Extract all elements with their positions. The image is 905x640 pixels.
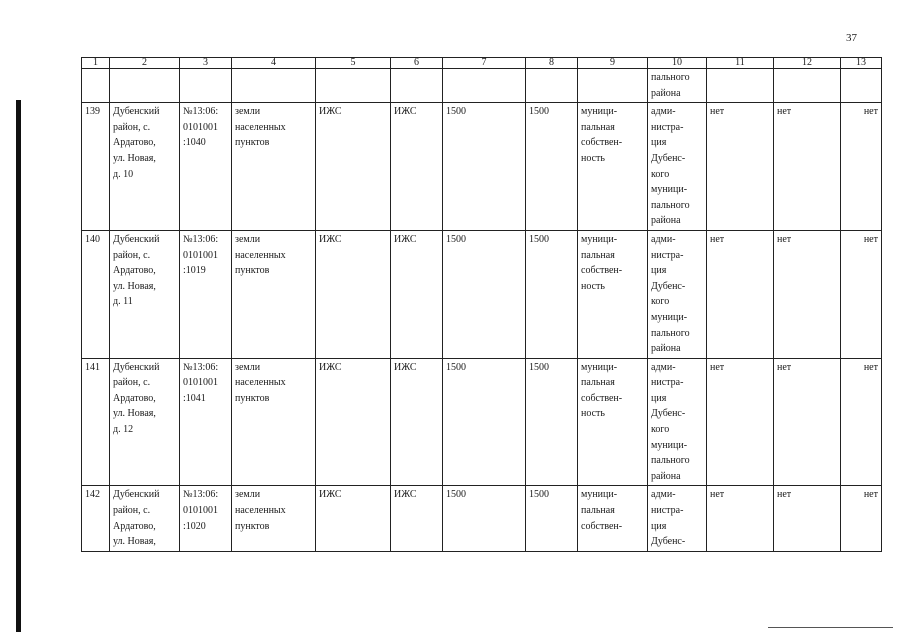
text-line: район, с. bbox=[113, 121, 151, 133]
text-line: ция bbox=[651, 137, 667, 149]
ownership-cell bbox=[578, 230, 648, 358]
row-number-cell: 140 bbox=[82, 230, 110, 358]
text-line: 0101001 bbox=[183, 121, 218, 133]
text-line: д. 10 bbox=[113, 168, 134, 180]
area-secondary-cell: 1500 bbox=[526, 230, 578, 358]
table-cell bbox=[443, 69, 526, 103]
row-number-cell: 139 bbox=[82, 103, 110, 231]
table-cell bbox=[526, 69, 578, 103]
column-number: 1 bbox=[82, 58, 110, 69]
holder-cell bbox=[648, 486, 707, 551]
permitted-use-cell: ИЖС bbox=[316, 486, 391, 551]
encumbrance-cell: нет bbox=[707, 358, 774, 486]
text-line: ция bbox=[651, 520, 667, 532]
text-line: населенных bbox=[235, 249, 286, 261]
text-line: д. 11 bbox=[113, 296, 133, 308]
text-line: муници- bbox=[581, 233, 618, 245]
permitted-use-cell: ИЖС bbox=[316, 358, 391, 486]
table-row bbox=[82, 358, 882, 486]
text-line: пального bbox=[651, 327, 690, 339]
text-line: ул. Новая, bbox=[113, 408, 156, 420]
text-line: Дубенский bbox=[113, 233, 160, 245]
column-number: 13 bbox=[841, 58, 882, 69]
text-line: ул. Новая, bbox=[113, 536, 156, 548]
text-line: земли bbox=[235, 233, 261, 245]
text-line: Ардатово, bbox=[113, 520, 156, 532]
text-line: кого bbox=[651, 424, 670, 436]
actual-use-cell: ИЖС bbox=[391, 103, 443, 231]
text-line: район, с. bbox=[113, 377, 151, 389]
encumbrance-cell: нет bbox=[707, 230, 774, 358]
holder-cell bbox=[648, 103, 707, 231]
text-line: ул. Новая, bbox=[113, 152, 156, 164]
cadastral-number-cell bbox=[180, 230, 232, 358]
text-line: нистра- bbox=[651, 505, 684, 517]
text-line: ность bbox=[581, 408, 605, 420]
text-line: 0101001 bbox=[183, 377, 218, 389]
text-line: района bbox=[651, 470, 681, 482]
note-cell: нет bbox=[841, 486, 882, 551]
address-cell bbox=[110, 358, 180, 486]
table-body bbox=[82, 103, 882, 552]
column-number: 12 bbox=[774, 58, 841, 69]
text-line: район, с. bbox=[113, 249, 151, 261]
table-cell bbox=[841, 69, 882, 103]
text-line: собствен- bbox=[581, 265, 623, 277]
column-number: 7 bbox=[443, 58, 526, 69]
text-line: района bbox=[651, 343, 681, 355]
text-line: муници- bbox=[651, 439, 688, 451]
table-row bbox=[82, 486, 882, 551]
cadastral-number-cell bbox=[180, 358, 232, 486]
land-category-cell bbox=[232, 486, 316, 551]
column-number: 5 bbox=[316, 58, 391, 69]
text-line: Дубенс- bbox=[651, 408, 686, 420]
scan-artifact-line bbox=[768, 627, 893, 628]
restriction-cell: нет bbox=[774, 358, 841, 486]
scan-edge-shadow bbox=[16, 100, 21, 632]
table-cell bbox=[232, 69, 316, 103]
permitted-use-cell: ИЖС bbox=[316, 230, 391, 358]
encumbrance-cell: нет bbox=[707, 103, 774, 231]
column-number: 10 bbox=[648, 58, 707, 69]
actual-use-cell: ИЖС bbox=[391, 230, 443, 358]
area-cell: 1500 bbox=[443, 358, 526, 486]
text-line: населенных bbox=[235, 505, 286, 517]
text-line: района bbox=[651, 87, 681, 99]
text-line: пальная bbox=[581, 121, 615, 133]
table-row bbox=[82, 103, 882, 231]
text-line: пунктов bbox=[235, 520, 270, 532]
text-line: ция bbox=[651, 392, 667, 404]
restriction-cell: нет bbox=[774, 486, 841, 551]
holder-cell bbox=[648, 230, 707, 358]
table-cell bbox=[774, 69, 841, 103]
text-line: Дубенский bbox=[113, 106, 160, 118]
actual-use-cell: ИЖС bbox=[391, 358, 443, 486]
text-line: Дубенский bbox=[113, 489, 160, 501]
actual-use-cell: ИЖС bbox=[391, 486, 443, 551]
text-line: земли bbox=[235, 106, 261, 118]
address-cell bbox=[110, 486, 180, 551]
text-line: :1019 bbox=[183, 265, 206, 277]
text-line: пальная bbox=[581, 249, 615, 261]
text-line: ность bbox=[581, 280, 605, 292]
column-number: 4 bbox=[232, 58, 316, 69]
note-cell: нет bbox=[841, 103, 882, 231]
text-line: кого bbox=[651, 296, 670, 308]
text-line: пунктов bbox=[235, 265, 270, 277]
land-category-cell bbox=[232, 103, 316, 231]
text-line: пального bbox=[651, 455, 690, 467]
encumbrance-cell: нет bbox=[707, 486, 774, 551]
restriction-cell: нет bbox=[774, 230, 841, 358]
text-line: 0101001 bbox=[183, 249, 218, 261]
column-number: 9 bbox=[578, 58, 648, 69]
column-number: 6 bbox=[391, 58, 443, 69]
area-secondary-cell: 1500 bbox=[526, 103, 578, 231]
text-line: нистра- bbox=[651, 121, 684, 133]
text-line: Ардатово, bbox=[113, 392, 156, 404]
restriction-cell: нет bbox=[774, 103, 841, 231]
column-number: 2 bbox=[110, 58, 180, 69]
continuation-row bbox=[82, 69, 882, 103]
text-line: нистра- bbox=[651, 377, 684, 389]
text-line: Дубенский bbox=[113, 361, 160, 373]
text-line: собствен- bbox=[581, 520, 623, 532]
table-cell bbox=[110, 69, 180, 103]
text-line: район, с. bbox=[113, 505, 151, 517]
table-cell bbox=[82, 69, 110, 103]
text-line: муници- bbox=[651, 184, 688, 196]
text-line: Дубенс- bbox=[651, 280, 686, 292]
text-line: адми- bbox=[651, 106, 676, 118]
text-line: кого bbox=[651, 168, 670, 180]
page-number: 37 bbox=[846, 32, 857, 44]
area-cell: 1500 bbox=[443, 230, 526, 358]
text-line: пальная bbox=[581, 505, 615, 517]
address-cell bbox=[110, 103, 180, 231]
column-number: 8 bbox=[526, 58, 578, 69]
table-cell bbox=[578, 69, 648, 103]
row-number-cell: 142 bbox=[82, 486, 110, 551]
text-line: муници- bbox=[581, 106, 618, 118]
text-line: ция bbox=[651, 265, 667, 277]
text-line: д. 12 bbox=[113, 424, 134, 436]
land-registry-table bbox=[81, 57, 882, 552]
text-line: земли bbox=[235, 361, 261, 373]
area-secondary-cell: 1500 bbox=[526, 486, 578, 551]
text-line: пунктов bbox=[235, 392, 270, 404]
text-line: адми- bbox=[651, 233, 676, 245]
text-line: :1020 bbox=[183, 520, 206, 532]
text-line: №13:06: bbox=[183, 361, 219, 373]
note-cell: нет bbox=[841, 358, 882, 486]
area-cell: 1500 bbox=[443, 486, 526, 551]
table-cell bbox=[316, 69, 391, 103]
text-line: №13:06: bbox=[183, 233, 219, 245]
row-number-cell: 141 bbox=[82, 358, 110, 486]
table-cell bbox=[707, 69, 774, 103]
cadastral-number-cell bbox=[180, 103, 232, 231]
text-line: земли bbox=[235, 489, 261, 501]
land-category-cell bbox=[232, 358, 316, 486]
text-line: адми- bbox=[651, 489, 676, 501]
text-line: собствен- bbox=[581, 392, 623, 404]
ownership-cell bbox=[578, 486, 648, 551]
text-line: адми- bbox=[651, 361, 676, 373]
table-cell bbox=[391, 69, 443, 103]
text-line: пальная bbox=[581, 377, 615, 389]
text-line: пального bbox=[651, 199, 690, 211]
text-line: района bbox=[651, 215, 681, 227]
column-number-row bbox=[82, 58, 882, 69]
land-category-cell bbox=[232, 230, 316, 358]
column-number: 11 bbox=[707, 58, 774, 69]
text-line: муници- bbox=[581, 489, 618, 501]
note-cell: нет bbox=[841, 230, 882, 358]
text-line: 0101001 bbox=[183, 505, 218, 517]
text-line: Ардатово, bbox=[113, 265, 156, 277]
holder-cell bbox=[648, 69, 707, 103]
ownership-cell bbox=[578, 358, 648, 486]
text-line: муници- bbox=[651, 311, 688, 323]
area-cell: 1500 bbox=[443, 103, 526, 231]
holder-cell bbox=[648, 358, 707, 486]
area-secondary-cell: 1500 bbox=[526, 358, 578, 486]
column-number: 3 bbox=[180, 58, 232, 69]
text-line: ул. Новая, bbox=[113, 280, 156, 292]
table-cell bbox=[180, 69, 232, 103]
text-line: пунктов bbox=[235, 137, 270, 149]
text-line: муници- bbox=[581, 361, 618, 373]
text-line: №13:06: bbox=[183, 489, 219, 501]
text-line: :1041 bbox=[183, 392, 206, 404]
text-line: Дубенс- bbox=[651, 152, 686, 164]
text-line: населенных bbox=[235, 377, 286, 389]
text-line: Дубенс- bbox=[651, 536, 686, 548]
text-line: ность bbox=[581, 152, 605, 164]
address-cell bbox=[110, 230, 180, 358]
ownership-cell bbox=[578, 103, 648, 231]
text-line: населенных bbox=[235, 121, 286, 133]
cadastral-number-cell bbox=[180, 486, 232, 551]
text-line: нистра- bbox=[651, 249, 684, 261]
text-line: пального bbox=[651, 72, 690, 83]
text-line: собствен- bbox=[581, 137, 623, 149]
text-line: :1040 bbox=[183, 137, 206, 149]
permitted-use-cell: ИЖС bbox=[316, 103, 391, 231]
table-row bbox=[82, 230, 882, 358]
text-line: №13:06: bbox=[183, 106, 219, 118]
text-line: Ардатово, bbox=[113, 137, 156, 149]
